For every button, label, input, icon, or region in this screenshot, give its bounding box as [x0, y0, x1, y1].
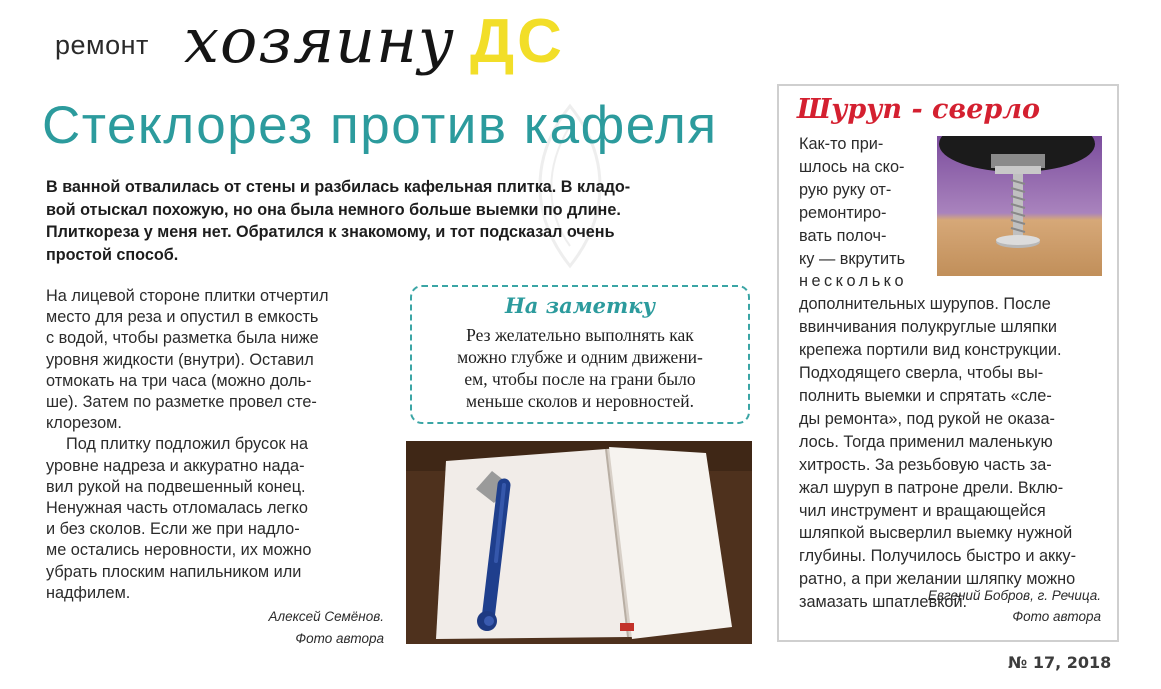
tile-photo [406, 441, 752, 644]
body-line: надфилем. [46, 583, 131, 602]
sidebar-line: крепежа портили вид конструкции. [799, 341, 1062, 360]
sidebar-line: шляпкой высверлил выемку нужной [799, 524, 1073, 543]
article-body [46, 286, 391, 604]
body-line: Ненужная часть отломалась легко [46, 499, 308, 518]
sidebar-line: жал шуруп в патроне дрели. Вклю- [799, 478, 1064, 497]
body-line: вил рукой на подвешенный конец. [46, 477, 306, 496]
note-text [412, 324, 748, 412]
note-line: меньше сколов и неровностей. [466, 391, 694, 411]
article-author: Алексей Семёнов. [268, 609, 384, 624]
sidebar-box [777, 84, 1119, 642]
sidebar-text [799, 133, 1109, 614]
body-line: Под плитку подложил брусок на [66, 435, 309, 454]
sidebar-line: лось. Тогда применил маленькую [799, 432, 1053, 451]
sidebar-line: ввинчивания полукруглые шляпки [799, 318, 1057, 337]
sidebar-line: хитрость. За резьбовую часть за- [799, 455, 1052, 474]
note-box [410, 285, 750, 424]
sidebar-line: ремонтиро- [799, 203, 887, 222]
sidebar-line: глубины. Получилось быстро и акку- [799, 547, 1076, 566]
body-line: место для реза и опустил в емкость [46, 308, 319, 327]
note-line: можно глубже и одним движени- [457, 347, 703, 367]
sidebar-title: Шуруп - сверло [797, 94, 1041, 125]
note-title: На заметку [504, 293, 656, 318]
body-line: ше). Затем по разметке провел сте- [46, 393, 317, 412]
sidebar-line: вать полоч- [799, 226, 887, 245]
note-line: ем, чтобы после на грани было [464, 369, 696, 389]
sidebar-author: Евгений Бобров, г. Речица. [927, 588, 1101, 603]
body-line: отмокать на три часа (можно доль- [46, 371, 312, 390]
sidebar-line: Подходящего сверла, чтобы вы- [799, 364, 1044, 383]
sidebar-line: Как-то при- [799, 135, 884, 153]
body-line: с водой, чтобы разметка была ниже [46, 329, 319, 348]
sidebar-line: рую руку от- [799, 180, 892, 199]
body-line: убрать плоским напильником или [46, 562, 302, 581]
sidebar-line: несколько [799, 272, 908, 291]
sidebar-photo-credit: Фото автора [1012, 609, 1101, 624]
lead-line: В ванной отвалилась от стены и разбилась кафельная плитка. В кладо- [46, 178, 631, 196]
sidebar-line: ды ремонта», под рукой не оказа- [799, 409, 1055, 428]
glass-cutter-on-tile-image [406, 441, 752, 644]
body-line: На лицевой стороне плитки отчертил [46, 287, 329, 305]
sidebar-line: дополнительных шурупов. После [799, 295, 1051, 314]
issue-number: № 17, 2018 [1008, 653, 1112, 672]
sidebar-line: полнить выемки и спрятать «сле- [799, 386, 1052, 405]
sidebar-line: чил инструмент и вращающейся [799, 501, 1046, 520]
body-line: уровня жидкости (внутри). Оставил [46, 350, 314, 369]
sidebar-line: шлось на ско- [799, 157, 905, 176]
article-title: Стеклорез против кафеля [42, 96, 718, 155]
sidebar-line: ратно, а при желании шляпку можно [799, 570, 1076, 589]
magazine-logo: ДС [470, 7, 565, 76]
rubric-label: ремонт [55, 30, 149, 60]
rubric-accent: хозяину [184, 4, 455, 77]
sidebar-line: замазать шпатлевкой. [799, 593, 968, 612]
lead-line: вой отыскал похожую, но она была немного больше выемки по длине. [46, 200, 621, 219]
body-line: клорезом. [46, 414, 122, 433]
body-line: и без сколов. Если же при надло- [46, 520, 300, 539]
note-line: Рез желательно выполнять как [466, 325, 694, 345]
article-lead [46, 176, 754, 266]
body-line: ме остались неровности, их можно [46, 541, 312, 560]
article-photo-credit: Фото автора [295, 631, 384, 646]
lead-line: простой способ. [46, 245, 179, 264]
body-line: уровне надреза и аккуратно нада- [46, 456, 305, 475]
sidebar-line: ку — вкрутить [799, 249, 906, 268]
lead-line: Плиткореза у меня нет. Обратился к знакомому, и тот подсказал очень [46, 223, 615, 241]
